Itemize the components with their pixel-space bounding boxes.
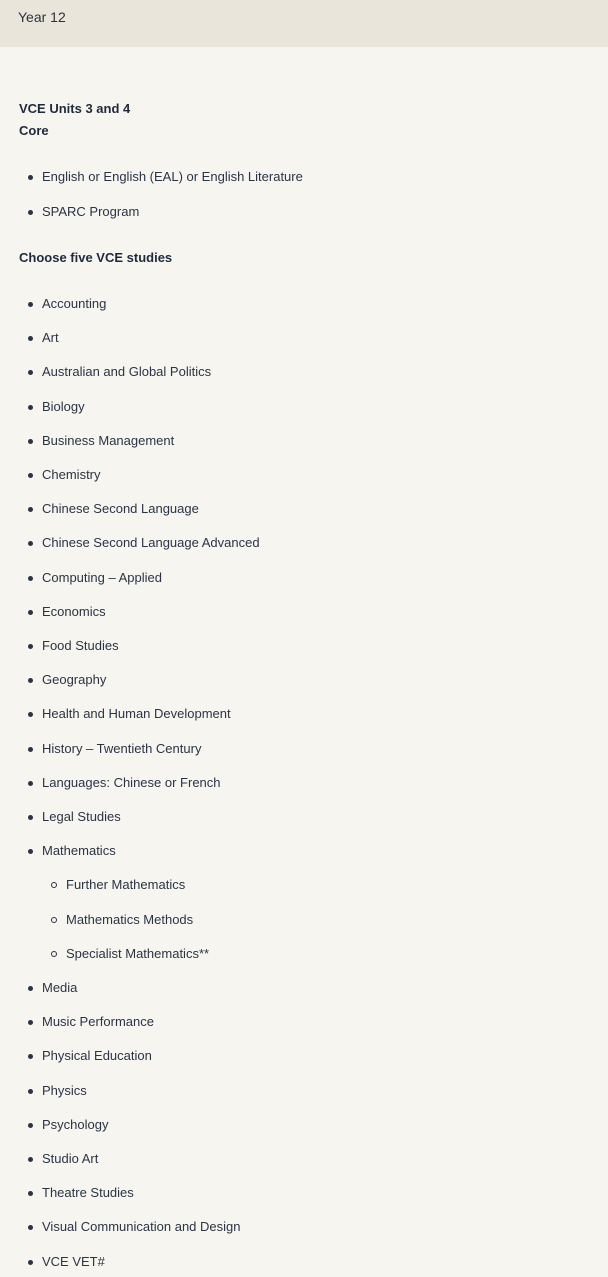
circle-bullet-icon [51,882,57,888]
list-item [42,980,77,996]
list-item-label: Music Performance [42,1014,154,1029]
list-item [42,741,201,757]
list-item-label: Accounting [42,296,107,311]
bullet-icon [28,1191,33,1196]
list-item [42,809,121,825]
list-item-label: Mathematics Methods [66,912,194,927]
list-item [42,399,85,415]
bullet-icon [28,1089,33,1094]
list-item-label: Media [42,980,78,995]
list-item-label: English or English (EAL) or English Literature [42,169,303,184]
list-item-label: Physics [42,1083,87,1098]
bullet-icon [28,849,33,854]
list-item-label: Specialist Mathematics** [66,946,210,961]
list-item-label: Mathematics [42,843,116,858]
circle-bullet-icon [51,917,57,923]
list-item-label: Art [42,330,59,345]
bullet-icon [28,175,33,180]
bullet-icon [28,747,33,752]
circle-bullet-icon [51,951,57,957]
list-item-label: Business Management [42,433,175,448]
list-item-label: Visual Communication and Design [42,1219,241,1234]
bullet-icon [28,986,33,991]
list-item [42,570,162,586]
list-item-label: Australian and Global Politics [42,364,212,379]
bullet-icon [28,302,33,307]
list-item-label: Biology [42,399,85,414]
list-item-label: Health and Human Development [42,706,231,721]
bullet-icon [28,1020,33,1025]
bullet-icon [28,678,33,683]
list-item [42,364,211,380]
list-item [42,1048,152,1064]
list-item [42,1014,154,1030]
list-item [42,775,221,791]
list-item [42,169,303,185]
list-item-label: Theatre Studies [42,1185,134,1200]
sub-list-item [66,946,209,962]
units-heading: VCE Units 3 and 4 [19,101,131,116]
choose-heading: Choose five VCE studies [19,250,173,265]
sub-list-item [66,912,193,928]
list-item-label: Studio Art [42,1151,99,1166]
bullet-icon [28,210,33,215]
bullet-icon [28,507,33,512]
list-item [42,638,119,654]
list-item [42,501,199,517]
bullet-icon [28,576,33,581]
bullet-icon [28,439,33,444]
year-12-accordion-header[interactable] [0,0,608,47]
list-item [42,330,59,346]
list-item [42,1151,98,1167]
core-heading: Core [19,123,49,138]
bullet-icon [28,541,33,546]
list-item [42,1185,134,1201]
list-item-label: Chemistry [42,467,101,482]
bullet-icon [28,1157,33,1162]
bullet-icon [28,1225,33,1230]
list-item-label: SPARC Program [42,204,140,219]
list-item-label: Chinese Second Language [42,501,199,516]
bullet-icon [28,781,33,786]
list-item-label: Legal Studies [42,809,121,824]
bullet-icon [28,1054,33,1059]
list-item-label: Food Studies [42,638,119,653]
list-item-label: Geography [42,672,107,687]
list-item-label: Chinese Second Language Advanced [42,535,260,550]
bullet-icon [28,336,33,341]
list-item-label: Economics [42,604,106,619]
list-item [42,204,139,220]
list-item [42,706,231,722]
list-item [42,1117,108,1133]
bullet-icon [28,712,33,717]
bullet-icon [28,370,33,375]
list-item [42,1254,105,1270]
list-item [42,604,106,620]
bullet-icon [28,1260,33,1265]
list-item [42,535,260,551]
list-item [42,1219,240,1235]
bullet-icon [28,644,33,649]
list-item-label: Psychology [42,1117,109,1132]
list-item-label: Further Mathematics [66,877,186,892]
bullet-icon [28,815,33,820]
list-item-label: VCE VET# [42,1254,105,1269]
list-item [42,843,116,859]
bullet-icon [28,1123,33,1128]
bullet-icon [28,405,33,410]
list-item [42,433,174,449]
list-item [42,672,106,688]
accordion-title: Year 12 [18,9,66,25]
bullet-icon [28,473,33,478]
list-item-label: History – Twentieth Century [42,741,202,756]
list-item-label: Physical Education [42,1048,152,1063]
bullet-icon [28,610,33,615]
sub-list-item [66,877,185,893]
list-item [42,296,106,312]
list-item-label: Computing – Applied [42,570,162,585]
list-item [42,467,101,483]
list-item [42,1083,87,1099]
list-item-label: Languages: Chinese or French [42,775,221,790]
